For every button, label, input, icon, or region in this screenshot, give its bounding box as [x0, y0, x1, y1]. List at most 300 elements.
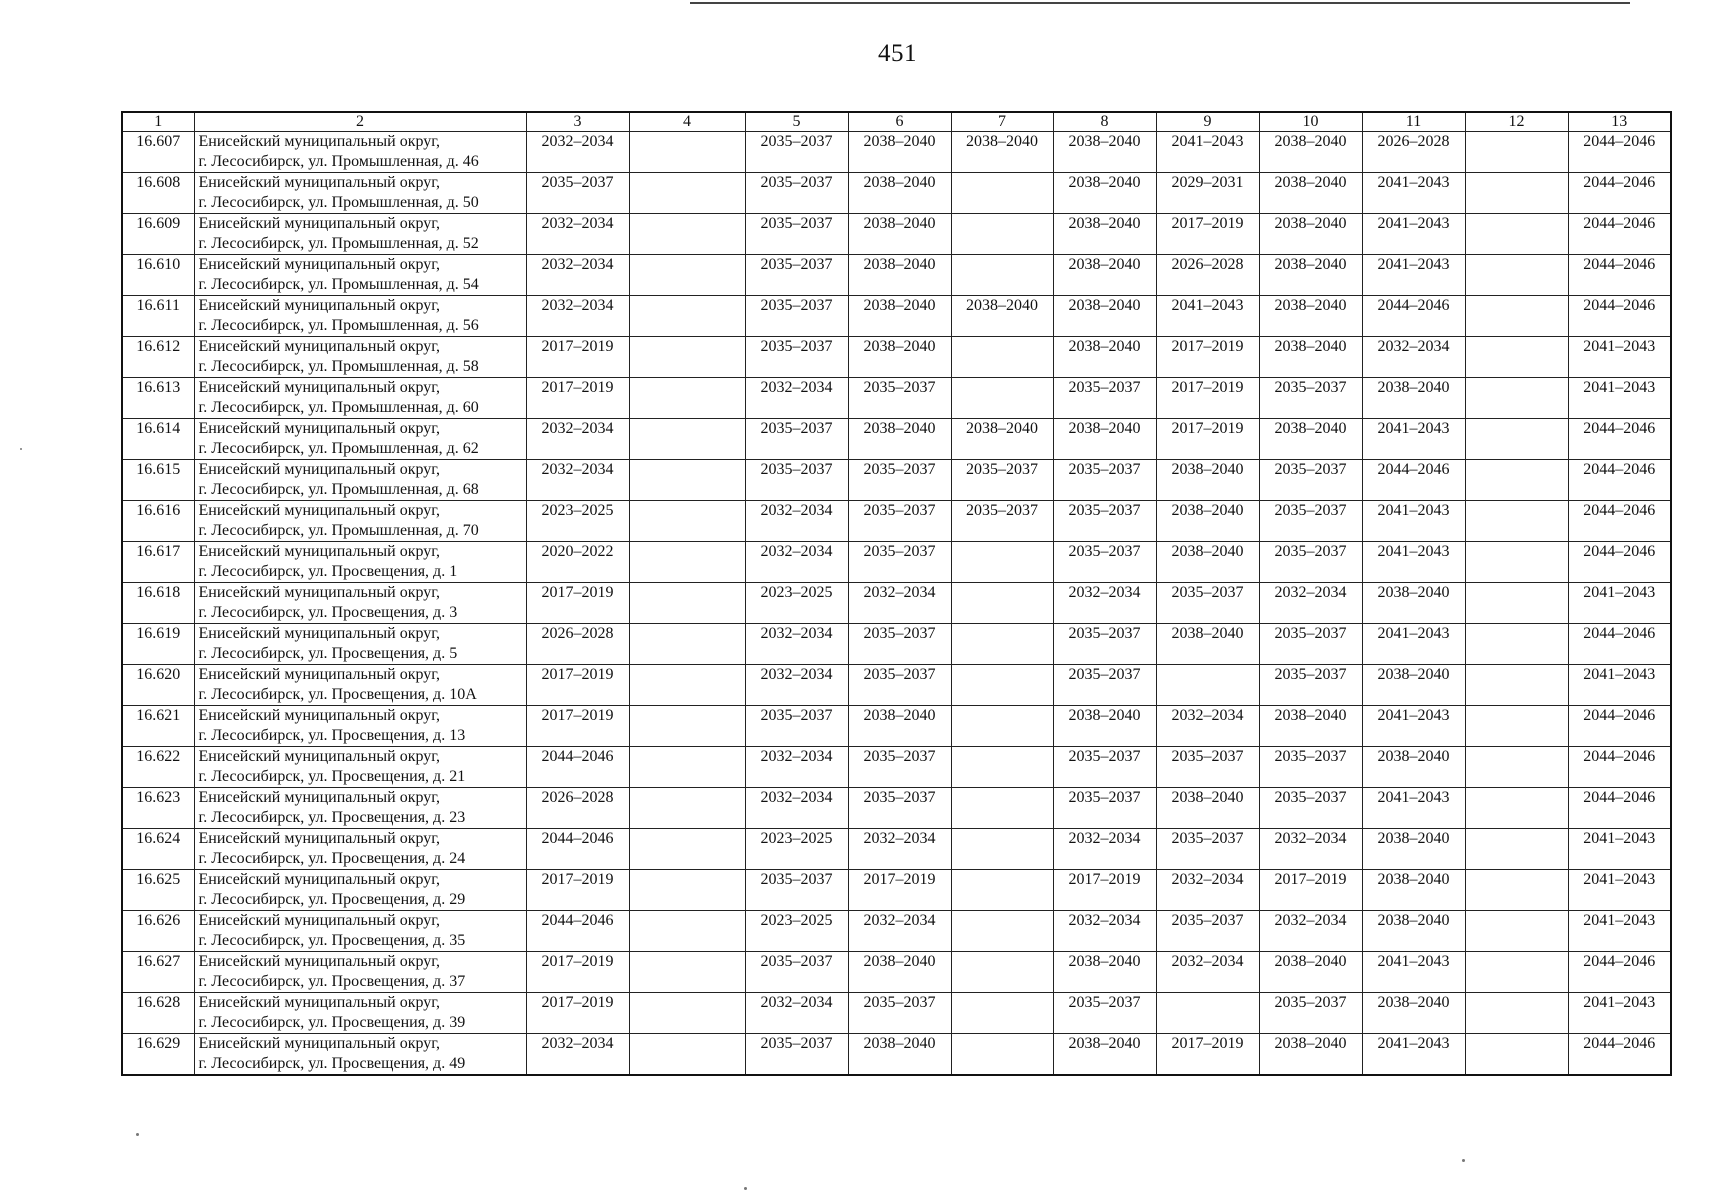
row-number-cell: 16.623: [122, 788, 194, 829]
row-number-cell: 16.616: [122, 501, 194, 542]
period-cell-c7: [951, 583, 1053, 624]
period-cell-c6: 2035–2037: [848, 624, 951, 665]
period-cell-c11: 2038–2040: [1362, 911, 1465, 952]
row-number-cell: 16.629: [122, 1034, 194, 1076]
period-cell-c10: 2035–2037: [1259, 501, 1362, 542]
period-cell-c12: [1465, 624, 1568, 665]
period-cell-c11: 2041–2043: [1362, 419, 1465, 460]
address-district: Енисейский муниципальный округ,: [198, 174, 441, 191]
period-cell-c9: 2035–2037: [1156, 747, 1259, 788]
period-cell-c13: 2041–2043: [1568, 378, 1671, 419]
period-cell-c5: 2035–2037: [745, 419, 848, 460]
address-district: Енисейский муниципальный округ,: [198, 584, 441, 601]
address-street: г. Лесосибирск, ул. Просвещения, д. 49: [198, 1055, 466, 1072]
period-cell-c9: 2017–2019: [1156, 1034, 1259, 1076]
period-cell-c7: [951, 706, 1053, 747]
row-number-cell: 16.614: [122, 419, 194, 460]
period-cell-c12: [1465, 993, 1568, 1034]
period-cell-c13: 2041–2043: [1568, 665, 1671, 706]
period-cell-c8: 2035–2037: [1053, 378, 1156, 419]
address-street: г. Лесосибирск, ул. Промышленная, д. 60: [198, 399, 479, 416]
period-cell-c3: 2032–2034: [526, 214, 629, 255]
period-cell-c6: 2038–2040: [848, 706, 951, 747]
column-header: 4: [629, 112, 745, 132]
period-cell-c11: 2038–2040: [1362, 583, 1465, 624]
period-cell-c4: [629, 1034, 745, 1076]
period-cell-c8: 2038–2040: [1053, 255, 1156, 296]
period-cell-c3: 2017–2019: [526, 870, 629, 911]
period-cell-c13: 2044–2046: [1568, 747, 1671, 788]
address-cell: [194, 1034, 526, 1076]
address-cell: [194, 132, 526, 173]
row-number-cell: 16.611: [122, 296, 194, 337]
address-district: Енисейский муниципальный округ,: [198, 215, 441, 232]
address-district: Енисейский муниципальный округ,: [198, 256, 441, 273]
period-cell-c3: 2017–2019: [526, 993, 629, 1034]
period-cell-c10: 2032–2034: [1259, 829, 1362, 870]
period-cell-c6: 2035–2037: [848, 542, 951, 583]
address-street: г. Лесосибирск, ул. Просвещения, д. 3: [198, 604, 458, 621]
period-cell-c7: 2038–2040: [951, 419, 1053, 460]
address-street: г. Лесосибирск, ул. Просвещения, д. 5: [198, 645, 458, 662]
address-district: Енисейский муниципальный округ,: [198, 338, 441, 355]
column-header: 12: [1465, 112, 1568, 132]
period-cell-c3: 2032–2034: [526, 419, 629, 460]
address-district: Енисейский муниципальный округ,: [198, 502, 441, 519]
period-cell-c13: 2041–2043: [1568, 337, 1671, 378]
column-header: 2: [194, 112, 526, 132]
period-cell-c4: [629, 911, 745, 952]
period-cell-c9: 2035–2037: [1156, 911, 1259, 952]
period-cell-c11: 2041–2043: [1362, 255, 1465, 296]
period-cell-c8: 2017–2019: [1053, 870, 1156, 911]
period-cell-c4: [629, 952, 745, 993]
period-cell-c7: 2038–2040: [951, 296, 1053, 337]
period-cell-c9: 2032–2034: [1156, 706, 1259, 747]
period-cell-c5: 2032–2034: [745, 501, 848, 542]
period-cell-c6: 2035–2037: [848, 665, 951, 706]
table-row: [122, 542, 1671, 583]
period-cell-c12: [1465, 829, 1568, 870]
period-cell-c10: 2038–2040: [1259, 419, 1362, 460]
period-cell-c12: [1465, 583, 1568, 624]
period-cell-c7: [951, 788, 1053, 829]
period-cell-c13: 2041–2043: [1568, 993, 1671, 1034]
period-cell-c11: 2041–2043: [1362, 173, 1465, 214]
period-cell-c9: 2017–2019: [1156, 337, 1259, 378]
period-cell-c12: [1465, 1034, 1568, 1076]
address-cell: [194, 870, 526, 911]
address-street: г. Лесосибирск, ул. Промышленная, д. 54: [198, 276, 479, 293]
period-cell-c13: 2044–2046: [1568, 788, 1671, 829]
period-cell-c4: [629, 747, 745, 788]
address-cell: [194, 419, 526, 460]
period-cell-c4: [629, 255, 745, 296]
period-cell-c8: 2038–2040: [1053, 1034, 1156, 1076]
address-street: г. Лесосибирск, ул. Просвещения, д. 24: [198, 850, 466, 867]
period-cell-c7: [951, 747, 1053, 788]
period-cell-c5: 2032–2034: [745, 378, 848, 419]
period-cell-c7: [951, 993, 1053, 1034]
period-cell-c7: 2035–2037: [951, 460, 1053, 501]
table-row: [122, 911, 1671, 952]
column-header: 9: [1156, 112, 1259, 132]
address-street: г. Лесосибирск, ул. Просвещения, д. 37: [198, 973, 466, 990]
address-district: Енисейский муниципальный округ,: [198, 1035, 441, 1052]
period-cell-c8: 2038–2040: [1053, 706, 1156, 747]
period-cell-c9: 2035–2037: [1156, 583, 1259, 624]
period-cell-c8: 2035–2037: [1053, 747, 1156, 788]
period-cell-c12: [1465, 173, 1568, 214]
period-cell-c6: 2032–2034: [848, 583, 951, 624]
period-cell-c8: 2035–2037: [1053, 501, 1156, 542]
address-street: г. Лесосибирск, ул. Просвещения, д. 13: [198, 727, 466, 744]
period-cell-c6: 2035–2037: [848, 460, 951, 501]
table-row: [122, 993, 1671, 1034]
period-cell-c5: 2035–2037: [745, 173, 848, 214]
period-cell-c11: 2038–2040: [1362, 378, 1465, 419]
period-cell-c7: [951, 378, 1053, 419]
address-street: г. Лесосибирск, ул. Промышленная, д. 46: [198, 153, 479, 170]
period-cell-c3: 2026–2028: [526, 788, 629, 829]
row-number-cell: 16.628: [122, 993, 194, 1034]
period-cell-c10: 2038–2040: [1259, 296, 1362, 337]
period-cell-c12: [1465, 419, 1568, 460]
period-cell-c4: [629, 378, 745, 419]
table-row: [122, 296, 1671, 337]
period-cell-c6: 2038–2040: [848, 337, 951, 378]
period-cell-c11: 2038–2040: [1362, 829, 1465, 870]
period-cell-c11: 2041–2043: [1362, 952, 1465, 993]
period-cell-c10: 2035–2037: [1259, 747, 1362, 788]
period-cell-c11: 2038–2040: [1362, 870, 1465, 911]
period-cell-c8: 2038–2040: [1053, 173, 1156, 214]
address-cell: [194, 542, 526, 583]
period-cell-c4: [629, 706, 745, 747]
table-row: [122, 173, 1671, 214]
period-cell-c13: 2044–2046: [1568, 624, 1671, 665]
period-cell-c4: [629, 993, 745, 1034]
period-cell-c13: 2044–2046: [1568, 501, 1671, 542]
period-cell-c12: [1465, 788, 1568, 829]
period-cell-c11: 2041–2043: [1362, 214, 1465, 255]
period-cell-c12: [1465, 296, 1568, 337]
period-cell-c9: [1156, 665, 1259, 706]
period-cell-c6: 2038–2040: [848, 132, 951, 173]
table-row: [122, 788, 1671, 829]
period-cell-c11: 2041–2043: [1362, 706, 1465, 747]
column-header: 7: [951, 112, 1053, 132]
period-cell-c7: [951, 911, 1053, 952]
table-row: [122, 255, 1671, 296]
period-cell-c3: 2032–2034: [526, 132, 629, 173]
address-street: г. Лесосибирск, ул. Просвещения, д. 39: [198, 1014, 466, 1031]
period-cell-c3: 2017–2019: [526, 706, 629, 747]
period-cell-c10: 2038–2040: [1259, 173, 1362, 214]
period-cell-c11: 2038–2040: [1362, 993, 1465, 1034]
scan-speck: [136, 1133, 139, 1136]
period-cell-c12: [1465, 460, 1568, 501]
period-cell-c9: 2032–2034: [1156, 952, 1259, 993]
address-street: г. Лесосибирск, ул. Просвещения, д. 29: [198, 891, 466, 908]
period-cell-c6: 2032–2034: [848, 829, 951, 870]
column-header: 6: [848, 112, 951, 132]
period-cell-c6: 2038–2040: [848, 173, 951, 214]
period-cell-c11: 2041–2043: [1362, 788, 1465, 829]
column-header: 1: [122, 112, 194, 132]
period-cell-c6: 2035–2037: [848, 378, 951, 419]
period-cell-c7: [951, 255, 1053, 296]
period-cell-c5: 2032–2034: [745, 747, 848, 788]
period-cell-c6: 2038–2040: [848, 214, 951, 255]
period-cell-c7: [951, 1034, 1053, 1076]
period-cell-c4: [629, 214, 745, 255]
row-number-cell: 16.626: [122, 911, 194, 952]
period-cell-c7: [951, 542, 1053, 583]
address-street: г. Лесосибирск, ул. Просвещения, д. 10А: [198, 686, 477, 703]
period-cell-c4: [629, 829, 745, 870]
address-cell: [194, 706, 526, 747]
scan-speck: [20, 448, 22, 450]
address-cell: [194, 952, 526, 993]
period-cell-c4: [629, 624, 745, 665]
table-row: [122, 747, 1671, 788]
address-street: г. Лесосибирск, ул. Промышленная, д. 58: [198, 358, 479, 375]
address-street: г. Лесосибирск, ул. Промышленная, д. 52: [198, 235, 479, 252]
period-cell-c6: 2035–2037: [848, 788, 951, 829]
address-district: Енисейский муниципальный округ,: [198, 912, 441, 929]
period-cell-c6: 2038–2040: [848, 255, 951, 296]
period-cell-c9: 2038–2040: [1156, 542, 1259, 583]
period-cell-c11: 2041–2043: [1362, 1034, 1465, 1076]
period-cell-c3: 2017–2019: [526, 952, 629, 993]
period-cell-c11: 2041–2043: [1362, 501, 1465, 542]
period-cell-c7: [951, 624, 1053, 665]
table-row: [122, 419, 1671, 460]
row-number-cell: 16.627: [122, 952, 194, 993]
scan-speck: [744, 1187, 747, 1190]
period-cell-c13: 2044–2046: [1568, 255, 1671, 296]
address-cell: [194, 337, 526, 378]
column-header: 5: [745, 112, 848, 132]
row-number-cell: 16.618: [122, 583, 194, 624]
address-district: Енисейский муниципальный округ,: [198, 420, 441, 437]
period-cell-c6: 2035–2037: [848, 993, 951, 1034]
table-row: [122, 829, 1671, 870]
period-cell-c12: [1465, 870, 1568, 911]
address-district: Енисейский муниципальный округ,: [198, 543, 441, 560]
period-cell-c11: 2041–2043: [1362, 624, 1465, 665]
period-cell-c3: 2017–2019: [526, 378, 629, 419]
period-cell-c3: 2035–2037: [526, 173, 629, 214]
address-district: Енисейский муниципальный округ,: [198, 830, 441, 847]
period-cell-c10: 2035–2037: [1259, 542, 1362, 583]
period-cell-c8: 2035–2037: [1053, 542, 1156, 583]
period-cell-c9: 2026–2028: [1156, 255, 1259, 296]
period-cell-c4: [629, 460, 745, 501]
address-district: Енисейский муниципальный округ,: [198, 994, 441, 1011]
period-cell-c12: [1465, 706, 1568, 747]
period-cell-c8: 2035–2037: [1053, 665, 1156, 706]
address-cell: [194, 173, 526, 214]
address-street: г. Лесосибирск, ул. Промышленная, д. 68: [198, 481, 479, 498]
period-cell-c9: 2038–2040: [1156, 501, 1259, 542]
period-cell-c7: [951, 952, 1053, 993]
period-cell-c3: 2032–2034: [526, 1034, 629, 1076]
address-district: Енисейский муниципальный округ,: [198, 625, 441, 642]
table-row: [122, 706, 1671, 747]
period-cell-c13: 2041–2043: [1568, 829, 1671, 870]
period-cell-c8: 2035–2037: [1053, 460, 1156, 501]
address-cell: [194, 214, 526, 255]
schedule-table: [121, 111, 1672, 1076]
period-cell-c5: 2035–2037: [745, 460, 848, 501]
period-cell-c12: [1465, 255, 1568, 296]
period-cell-c4: [629, 665, 745, 706]
period-cell-c8: 2035–2037: [1053, 993, 1156, 1034]
period-cell-c5: 2035–2037: [745, 255, 848, 296]
address-cell: [194, 747, 526, 788]
period-cell-c3: 2032–2034: [526, 296, 629, 337]
period-cell-c10: 2038–2040: [1259, 706, 1362, 747]
address-street: г. Лесосибирск, ул. Просвещения, д. 35: [198, 932, 466, 949]
row-number-cell: 16.624: [122, 829, 194, 870]
period-cell-c3: 2032–2034: [526, 255, 629, 296]
row-number-cell: 16.619: [122, 624, 194, 665]
period-cell-c12: [1465, 132, 1568, 173]
table-row: [122, 460, 1671, 501]
table-body: [122, 132, 1671, 1076]
table-row: [122, 952, 1671, 993]
period-cell-c8: 2038–2040: [1053, 419, 1156, 460]
address-cell: [194, 788, 526, 829]
address-district: Енисейский муниципальный округ,: [198, 707, 441, 724]
period-cell-c6: 2038–2040: [848, 952, 951, 993]
address-district: Енисейский муниципальный округ,: [198, 461, 441, 478]
period-cell-c5: 2035–2037: [745, 214, 848, 255]
row-number-cell: 16.615: [122, 460, 194, 501]
period-cell-c11: 2032–2034: [1362, 337, 1465, 378]
period-cell-c10: 2035–2037: [1259, 378, 1362, 419]
period-cell-c11: 2038–2040: [1362, 665, 1465, 706]
period-cell-c4: [629, 542, 745, 583]
period-cell-c12: [1465, 747, 1568, 788]
row-number-cell: 16.609: [122, 214, 194, 255]
address-street: г. Лесосибирск, ул. Промышленная, д. 50: [198, 194, 479, 211]
address-district: Енисейский муниципальный округ,: [198, 666, 441, 683]
period-cell-c10: 2035–2037: [1259, 624, 1362, 665]
period-cell-c10: 2038–2040: [1259, 214, 1362, 255]
column-header: 11: [1362, 112, 1465, 132]
address-cell: [194, 501, 526, 542]
address-cell: [194, 255, 526, 296]
period-cell-c9: 2038–2040: [1156, 624, 1259, 665]
period-cell-c5: 2023–2025: [745, 829, 848, 870]
period-cell-c4: [629, 501, 745, 542]
period-cell-c4: [629, 337, 745, 378]
row-number-cell: 16.622: [122, 747, 194, 788]
period-cell-c10: 2038–2040: [1259, 952, 1362, 993]
address-cell: [194, 993, 526, 1034]
period-cell-c10: 2038–2040: [1259, 255, 1362, 296]
address-street: г. Лесосибирск, ул. Промышленная, д. 62: [198, 440, 479, 457]
period-cell-c3: 2044–2046: [526, 747, 629, 788]
period-cell-c10: 2035–2037: [1259, 460, 1362, 501]
address-street: г. Лесосибирск, ул. Просвещения, д. 21: [198, 768, 466, 785]
period-cell-c8: 2032–2034: [1053, 911, 1156, 952]
table-row: [122, 337, 1671, 378]
period-cell-c10: 2038–2040: [1259, 337, 1362, 378]
table-header: [122, 112, 1671, 132]
period-cell-c9: 2032–2034: [1156, 870, 1259, 911]
address-cell: [194, 378, 526, 419]
address-district: Енисейский муниципальный округ,: [198, 789, 441, 806]
address-district: Енисейский муниципальный округ,: [198, 379, 441, 396]
period-cell-c7: [951, 870, 1053, 911]
period-cell-c10: 2035–2037: [1259, 665, 1362, 706]
period-cell-c4: [629, 419, 745, 460]
period-cell-c10: 2038–2040: [1259, 1034, 1362, 1076]
period-cell-c3: 2020–2022: [526, 542, 629, 583]
period-cell-c7: [951, 214, 1053, 255]
period-cell-c5: 2035–2037: [745, 1034, 848, 1076]
period-cell-c5: 2032–2034: [745, 788, 848, 829]
row-number-cell: 16.612: [122, 337, 194, 378]
period-cell-c10: 2017–2019: [1259, 870, 1362, 911]
period-cell-c9: 2017–2019: [1156, 214, 1259, 255]
period-cell-c9: 2041–2043: [1156, 296, 1259, 337]
period-cell-c4: [629, 788, 745, 829]
row-number-cell: 16.613: [122, 378, 194, 419]
period-cell-c5: 2023–2025: [745, 583, 848, 624]
period-cell-c12: [1465, 665, 1568, 706]
period-cell-c8: 2035–2037: [1053, 788, 1156, 829]
period-cell-c7: 2038–2040: [951, 132, 1053, 173]
period-cell-c3: 2032–2034: [526, 460, 629, 501]
table-row: [122, 501, 1671, 542]
period-cell-c5: 2032–2034: [745, 665, 848, 706]
period-cell-c9: [1156, 993, 1259, 1034]
period-cell-c5: 2032–2034: [745, 993, 848, 1034]
period-cell-c6: 2038–2040: [848, 419, 951, 460]
address-cell: [194, 460, 526, 501]
period-cell-c4: [629, 870, 745, 911]
period-cell-c4: [629, 296, 745, 337]
period-cell-c3: 2023–2025: [526, 501, 629, 542]
period-cell-c4: [629, 173, 745, 214]
period-cell-c4: [629, 583, 745, 624]
row-number-cell: 16.617: [122, 542, 194, 583]
period-cell-c7: 2035–2037: [951, 501, 1053, 542]
period-cell-c3: 2017–2019: [526, 583, 629, 624]
period-cell-c5: 2035–2037: [745, 870, 848, 911]
period-cell-c12: [1465, 337, 1568, 378]
table-row: [122, 624, 1671, 665]
address-district: Енисейский муниципальный округ,: [198, 953, 441, 970]
row-number-cell: 16.607: [122, 132, 194, 173]
period-cell-c8: 2032–2034: [1053, 583, 1156, 624]
period-cell-c13: 2044–2046: [1568, 296, 1671, 337]
period-cell-c13: 2044–2046: [1568, 1034, 1671, 1076]
period-cell-c5: 2023–2025: [745, 911, 848, 952]
column-header: 10: [1259, 112, 1362, 132]
period-cell-c10: 2032–2034: [1259, 583, 1362, 624]
period-cell-c8: 2035–2037: [1053, 624, 1156, 665]
page-number: 451: [878, 40, 917, 67]
period-cell-c4: [629, 132, 745, 173]
period-cell-c6: 2035–2037: [848, 747, 951, 788]
period-cell-c13: 2044–2046: [1568, 542, 1671, 583]
